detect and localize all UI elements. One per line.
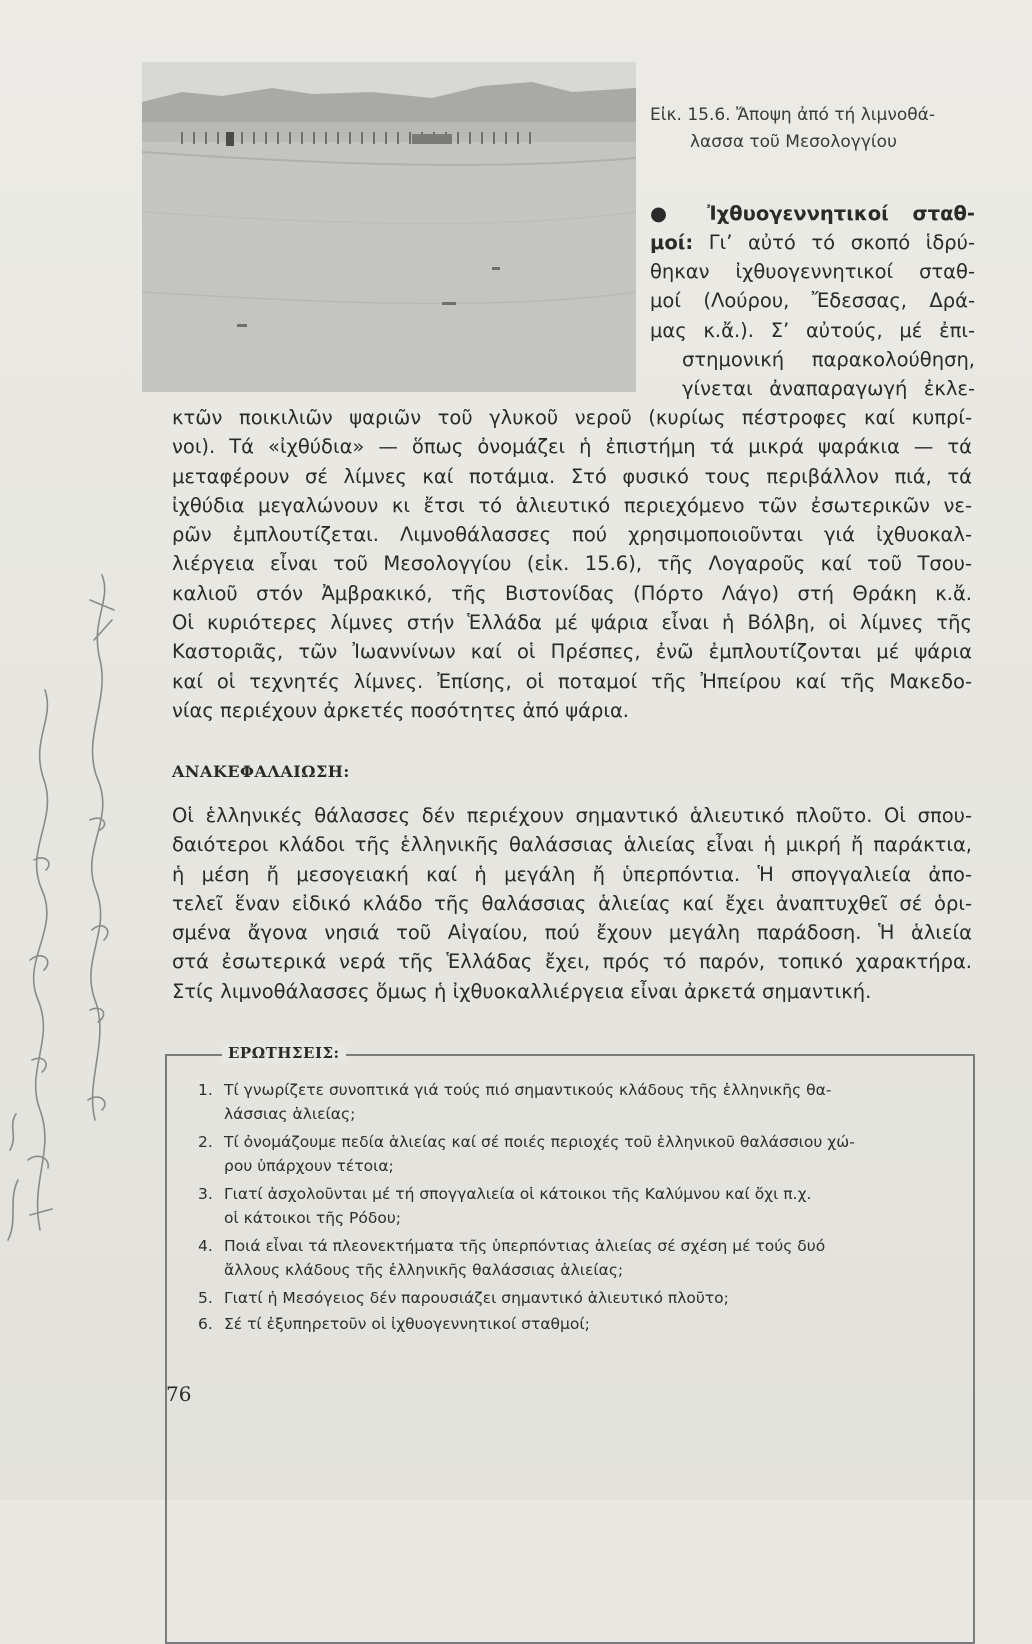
- text-span: Γι’ αὐτό τό σκοπό ἱδρύ-: [708, 231, 975, 254]
- text-line: δαιότεροι κλάδοι τῆς ἑλληνικῆς θαλάσσιας ἁλιείας εἶναι ἡ μικρή ἤ παράκτια,: [172, 833, 972, 857]
- question-item: [198, 1234, 958, 1282]
- summary-heading: ΑΝΑΚΕΦΑΛΑΙΩΣΗ:: [172, 762, 350, 781]
- question-number: 3.: [198, 1185, 213, 1203]
- text-line: νοι). Τά «ἰχθύδια» — ὅπως ὀνομάζει ἡ ἐπιστήμη τά μικρά ψαράκια — τά: [172, 435, 972, 459]
- text-line: νίας περιέχουν ἀρκετές ποσότητες ἀπό ψάρια.: [172, 698, 629, 722]
- question-number: 1.: [198, 1081, 213, 1099]
- question-text: Γιατί ἀσχολοῦνται μέ τή σπογγαλιεία οἱ κάτοικοι τῆς Καλύμνου καί ὄχι π.χ.: [224, 1185, 812, 1203]
- section-title-cont: μοί:: [650, 231, 694, 254]
- section-title-line: [650, 199, 975, 228]
- question-text: λάσσιας ἁλιείας;: [224, 1105, 356, 1123]
- question-text: οἱ κάτοικοι τῆς Ρόδου;: [224, 1209, 402, 1227]
- section-wrapped-lines-2: [682, 345, 975, 404]
- handwritten-margin-note: [0, 0, 150, 1500]
- section-title: Ἰχθυογεννητικοί σταθ-: [707, 202, 976, 225]
- caption-line: Εἰκ. 15.6. Ἄποψη ἀπό τή λιμνοθά-: [650, 105, 936, 125]
- text-line: ἡ μέση ἤ μεσογειακή καί ἡ μεγάλη ἤ ὑπερπόντια. Ἡ σπογγαλιεία ἀπο-: [172, 862, 972, 886]
- questions-title: ΕΡΩΤΗΣΕΙΣ:: [222, 1044, 346, 1062]
- text-line: Καστοριᾶς, τῶν Ἰωαννίνων καί οἱ Πρέσπες, ἐνῶ ἐμπλουτίζονται μέ ψάρια: [172, 640, 972, 664]
- text-line: Στίς λιμνοθάλασσες ὅμως ἡ ἰχθυοκαλλιέργεια εἶναι ἀρκετά σημαντική.: [172, 979, 872, 1003]
- caption-line: λασσα τοῦ Μεσολογγίου: [690, 132, 897, 152]
- question-number: 6.: [198, 1315, 213, 1333]
- bullet-icon: ●: [650, 202, 685, 225]
- text-line: τελεῖ ἕναν εἰδικό κλάδο τῆς θαλάσσιας ἁλιείας καί ἔχει ἀναπτυχθεῖ σέ ὁρι-: [172, 891, 972, 915]
- text-line: λιέργεια εἶναι τοῦ Μεσολογγίου (εἰκ. 15.6), τῆς Λογαροῦς καί τοῦ Τσου-: [172, 552, 972, 576]
- question-text: Τί γνωρίζετε συνοπτικά γιά τούς πιό σημαντικούς κλάδους τῆς ἑλληνικῆς θα-: [224, 1081, 832, 1099]
- text-line: σμένα ἄγονα νησιά τοῦ Αἰγαίου, πού ἔχουν μεγάλη παράδοση. Ἡ ἁλιεία: [172, 921, 972, 945]
- figure-caption: [650, 102, 970, 156]
- question-item: [198, 1286, 958, 1310]
- question-text: ἄλλους κλάδους τῆς ἑλληνικῆς θαλάσσιας ἁλιείας;: [224, 1261, 624, 1279]
- text-line: καί οἱ τεχνητές λίμνες. Ἐπίσης, οἱ ποταμοί τῆς Ἠπείρου καί τῆς Μακεδο-: [172, 669, 972, 693]
- question-number: 4.: [198, 1237, 213, 1255]
- text-line: θηκαν ἰχθυογεννητικοί σταθ-: [650, 260, 975, 283]
- question-number: 5.: [198, 1289, 213, 1307]
- section-line-2: [650, 228, 975, 257]
- question-text: Σέ τί ἐξυπηρετοῦν οἱ ἰχθυογεννητικοί σταθμοί;: [224, 1315, 590, 1333]
- text-line: καλιοῦ στόν Ἀμβρακικό, τῆς Βιστονίδας (Πόρτο Λάγο) στή Θράκη κ.ἄ.: [172, 581, 972, 605]
- text-line: μοί (Λούρου, Ἔδεσσας, Δρά-: [650, 289, 975, 313]
- question-item: [198, 1312, 958, 1336]
- section-intro-wrapped: [650, 199, 975, 228]
- question-text: Τί ὀνομάζουμε πεδία ἁλιείας καί σέ ποιές περιοχές τοῦ ἑλληνικοῦ θαλάσσιου χώ-: [224, 1133, 855, 1151]
- page-number: 76: [166, 1382, 192, 1406]
- question-text: ρου ὑπάρχουν τέτοια;: [224, 1157, 394, 1175]
- text-line: γίνεται ἀναπαραγωγή ἐκλε-: [682, 377, 975, 401]
- text-line: ρῶν ἐμπλουτίζεται. Λιμνοθάλασσες πού χρησιμοποιοῦνται γιά ἰχθυοκαλ-: [172, 523, 972, 547]
- summary-body: [172, 801, 972, 1006]
- text-line: στά ἐσωτερικά νερά τῆς Ἑλλάδας ἔχει, πρός τό παρόν, τοπικό χαρακτήρα.: [172, 950, 972, 974]
- question-text: Γιατί ἡ Μεσόγειος δέν παρουσιάζει σημαντικό ἁλιευτικό πλοῦτο;: [224, 1289, 729, 1307]
- text-line: μας κ.ἄ.). Σ’ αὐτούς, μέ ἐπι-: [650, 318, 975, 342]
- text-line: Οἱ κυριότερες λίμνες στήν Ἑλλάδα μέ ψάρια εἶναι ἡ Βόλβη, οἱ λίμνες τῆς: [172, 611, 972, 635]
- section-wrapped-lines: [650, 257, 975, 345]
- question-item: [198, 1078, 958, 1126]
- text-line: μεταφέρουν σέ λίμνες καί ποτάμια. Στό φυσικό τους περιβάλλον πιά, τά: [172, 464, 972, 488]
- question-item: [198, 1130, 958, 1178]
- section-body: [172, 403, 972, 725]
- text-line: στημονική παρακολούθηση,: [682, 348, 975, 371]
- lagoon-photo: [142, 62, 636, 392]
- text-line: [650, 228, 975, 257]
- text-line: κτῶν ποικιλιῶν ψαριῶν τοῦ γλυκοῦ νεροῦ (κυρίως πέστροφες καί κυπρί-: [172, 406, 972, 429]
- text-line: Οἱ ἑλληνικές θάλασσες δέν περιέχουν σημαντικό ἁλιευτικό πλοῦτο. Οἱ σπου-: [172, 804, 972, 827]
- question-number: 2.: [198, 1133, 213, 1151]
- question-item: [198, 1182, 958, 1230]
- question-text: Ποιά εἶναι τά πλεονεκτήματα τῆς ὑπερπόντιας ἁλιείας σέ σχέση μέ τούς δυό: [224, 1237, 826, 1255]
- text-line: ἰχθύδια μεγαλώνουν κι ἔτσι τό ἁλιευτικό περιεχόμενο τῶν ἐσωτερικῶν νε-: [172, 493, 972, 517]
